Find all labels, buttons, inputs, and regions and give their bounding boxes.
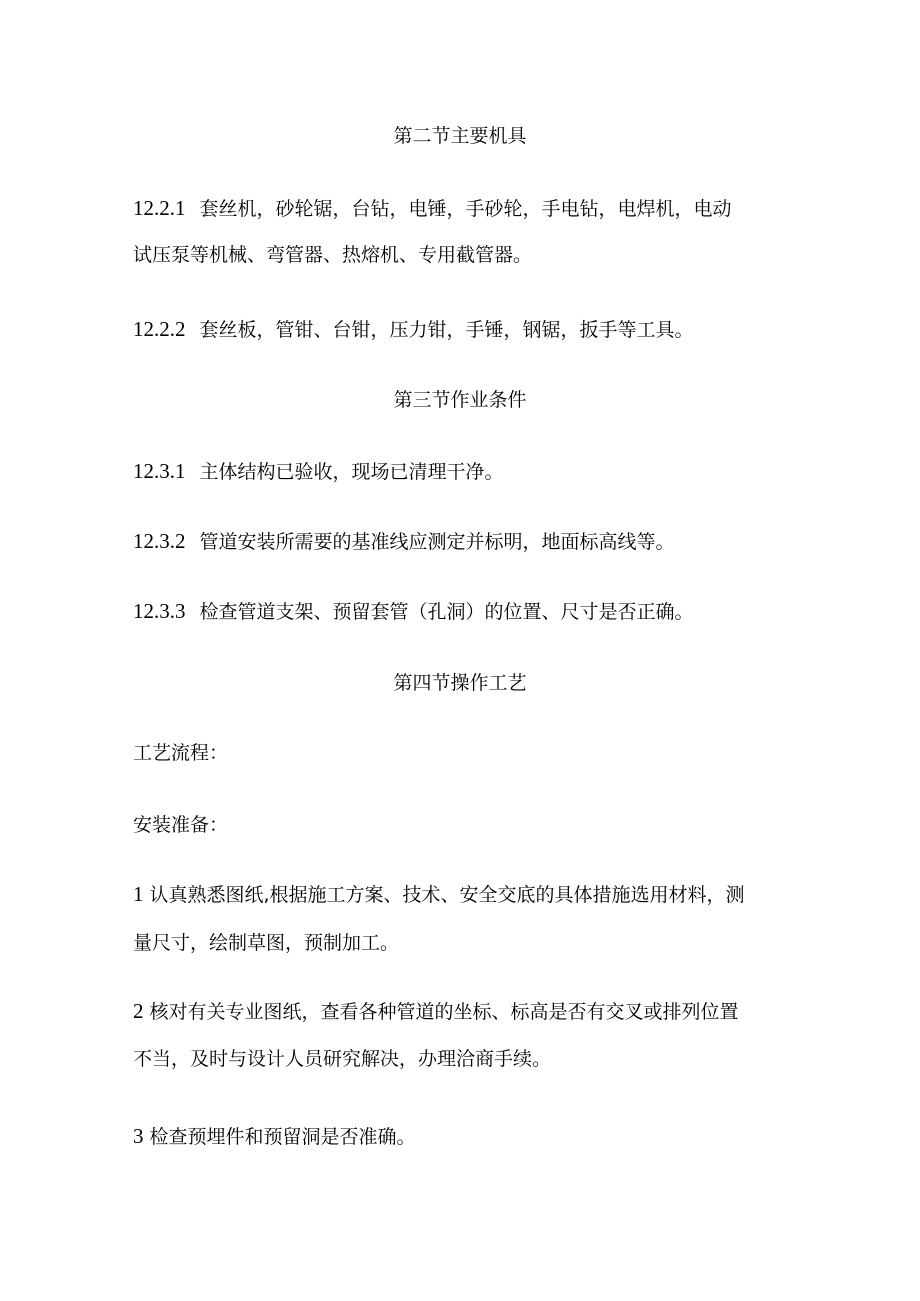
prep-step-1-line-2: 量尺寸，绘制草图，预制加工。 bbox=[133, 932, 400, 954]
prep-step-1-number: 1 bbox=[133, 882, 144, 906]
section-2-title: 第二节主要机具 bbox=[393, 125, 527, 147]
section-4-title: 第四节操作工艺 bbox=[393, 672, 527, 694]
item-12-2-1-text: 套丝机，砂轮锯，台钻，电锤，手砂轮，手电钻，电焊机，电动 bbox=[199, 198, 732, 220]
item-12-3-1-text: 主体结构已验收，现场已清理干净。 bbox=[199, 461, 504, 483]
process-flow-label: 工艺流程： bbox=[133, 742, 229, 764]
installation-prep-label: 安装准备： bbox=[133, 814, 229, 836]
item-12-2-1-line-1 bbox=[133, 196, 732, 221]
item-12-2-1-number: 12.2.1 bbox=[133, 196, 186, 220]
item-12-2-2-number: 12.2.2 bbox=[133, 317, 186, 341]
prep-step-2-line-2: 不当，及时与设计人员研究解决，办理洽商手续。 bbox=[133, 1048, 552, 1070]
prep-step-1-line-1 bbox=[133, 882, 745, 907]
item-12-3-3-text: 检查管道支架、预留套管（孔洞）的位置、尺寸是否正确。 bbox=[199, 601, 694, 623]
item-12-2-2-text: 套丝板，管钳、台钳，压力钳，手锤，钢锯，扳手等工具。 bbox=[199, 319, 694, 341]
prep-step-2-number: 2 bbox=[133, 999, 144, 1023]
item-12-3-1 bbox=[133, 459, 504, 484]
prep-step-1-text: 认真熟悉图纸,根据施工方案、技术、安全交底的具体措施选用材料，测 bbox=[149, 884, 745, 906]
item-12-2-2 bbox=[133, 317, 694, 342]
section-3-title: 第三节作业条件 bbox=[393, 389, 527, 411]
item-12-3-3-number: 12.3.3 bbox=[133, 599, 186, 623]
item-12-2-1-line-2: 试压泵等机械、弯管器、热熔机、专用截管器。 bbox=[133, 244, 533, 266]
item-12-3-2 bbox=[133, 529, 675, 554]
prep-step-3-text: 检查预埋件和预留洞是否准确。 bbox=[149, 1126, 416, 1148]
prep-step-3 bbox=[133, 1124, 416, 1149]
prep-step-2-line-1 bbox=[133, 999, 739, 1024]
prep-step-3-number: 3 bbox=[133, 1124, 144, 1148]
item-12-3-3 bbox=[133, 599, 694, 624]
item-12-3-2-text: 管道安装所需要的基准线应测定并标明，地面标高线等。 bbox=[199, 531, 675, 553]
item-12-3-1-number: 12.3.1 bbox=[133, 459, 186, 483]
prep-step-2-text: 核对有关专业图纸，查看各种管道的坐标、标高是否有交叉或排列位置 bbox=[149, 1001, 739, 1023]
item-12-3-2-number: 12.3.2 bbox=[133, 529, 186, 553]
